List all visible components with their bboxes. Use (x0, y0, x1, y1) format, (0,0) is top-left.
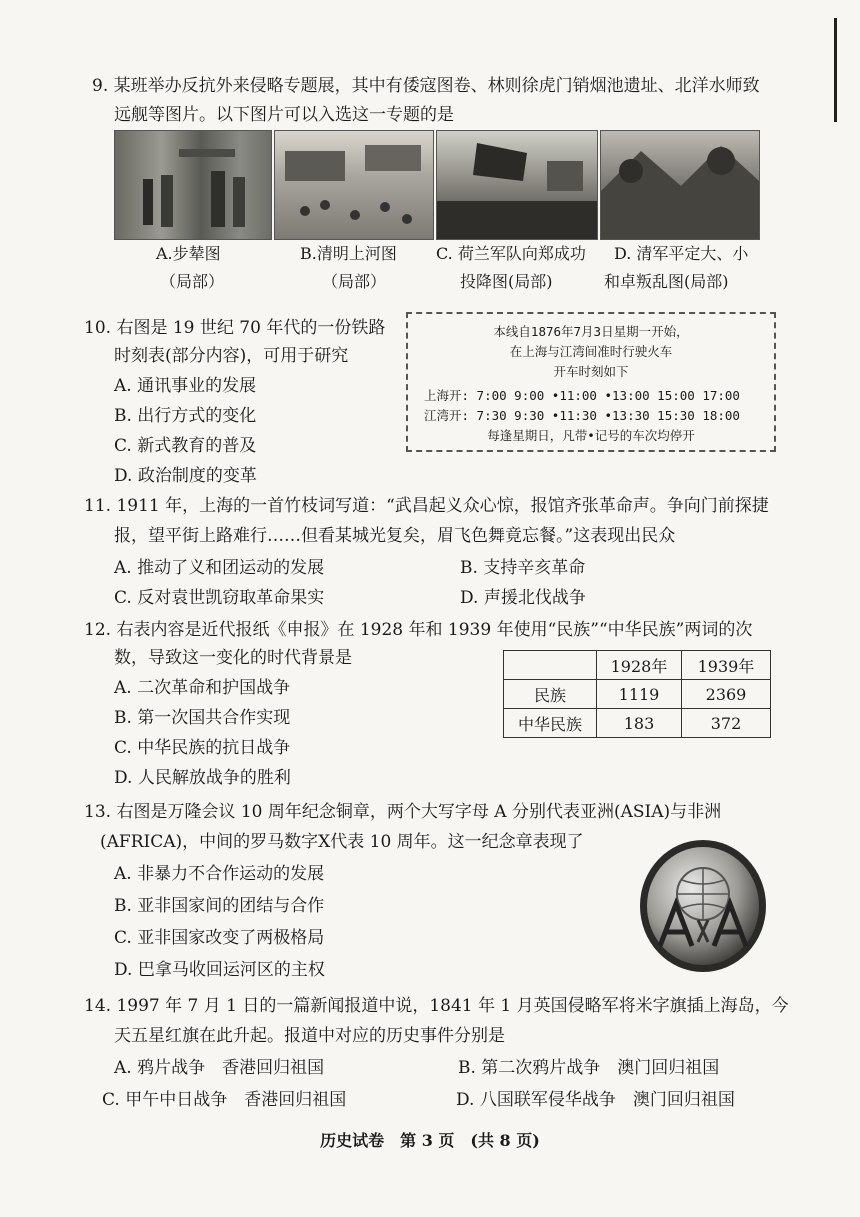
q13-option-d: D. 巴拿马收回运河区的主权 (114, 960, 325, 980)
q14-option-b: B. 第二次鸦片战争 澳门回归祖国 (458, 1058, 720, 1078)
image-a-bunian-tu (114, 130, 272, 240)
q11-stem-line2: 报，望平街上路难行……但看某城光复矣，眉飞色舞竟忘餐。”这表现出民众 (114, 526, 676, 546)
q10-stem-line2: 时刻表(部分内容)，可用于研究 (114, 346, 349, 366)
timetable-heading-2: 在上海与江湾间准时行驶火车 (509, 344, 673, 359)
q12-stem-line2: 数，导致这一变化的时代背景是 (114, 648, 352, 668)
q11-option-c: C. 反对袁世凯窃取革命果实 (114, 588, 325, 608)
q13-option-a: A. 非暴力不合作运动的发展 (114, 864, 325, 884)
figures-illustration (115, 131, 271, 239)
bandung-medal-image (638, 838, 768, 974)
q14-option-a: A. 鸦片战争 香港回归祖国 (114, 1058, 325, 1078)
q13-option-b: B. 亚非国家间的团结与合作 (114, 896, 325, 916)
table-header-cell: 1939年 (682, 651, 771, 680)
q14-stem-line2: 天五星红旗在此升起。报道中对应的历史事件分别是 (114, 1026, 505, 1046)
q12-option-c: C. 中华民族的抗日战争 (114, 738, 291, 758)
q12-option-d: D. 人民解放战争的胜利 (114, 768, 291, 788)
street-scene-illustration (275, 131, 433, 239)
q12-stem-line1: 12. 右表内容是近代报纸《申报》在 1928 年和 1939 年使用“民族”“中华民族”两词的次 (84, 620, 753, 640)
medal-illustration (638, 838, 768, 974)
q9-option-d-line1: D. 清军平定大、小 (614, 244, 749, 263)
timetable-jiangwan-row: 江湾开: 7:30 9:30 •11:30 •13:30 15:30 18:00 (424, 408, 740, 423)
q9-option-a-line2: （局部） (160, 272, 225, 291)
q11-option-a: A. 推动了义和团运动的发展 (114, 558, 325, 578)
q9-option-d-line2: 和卓叛乱图(局部) (604, 272, 729, 291)
timetable-shanghai-row: 上海开: 7:00 9:00 •11:00 •13:00 15:00 17:00 (424, 388, 740, 403)
landscape-illustration (601, 131, 759, 239)
q14-option-d: D. 八国联军侵华战争 澳门回归祖国 (456, 1090, 735, 1110)
table-cell: 1119 (597, 680, 682, 709)
table-row (504, 680, 771, 709)
image-c-dutch-surrender (436, 130, 598, 240)
q9-stem-line2: 远舰等图片。以下图片可以入选这一专题的是 (114, 105, 454, 125)
q12-option-b: B. 第一次国共合作实现 (114, 708, 291, 728)
table-row (504, 709, 771, 738)
timetable-note: 每逢星期日，凡带•记号的车次均停开 (487, 428, 695, 443)
q9-option-a-line1: A.步辇图 (156, 244, 221, 263)
q10-option-a: A. 通讯事业的发展 (114, 376, 257, 396)
page-footer: 历史试卷 第 3 页 (共 8 页) (320, 1131, 540, 1150)
q13-stem-line2: (AFRICA)，中间的罗马数字Ⅹ代表 10 周年。这一纪念章表现了 (100, 832, 584, 852)
image-d-qing-army (600, 130, 760, 240)
q9-option-c-line2: 投降图(局部) (460, 272, 553, 291)
battle-scene-illustration (437, 131, 597, 239)
shenbao-word-count-table (503, 650, 771, 738)
margin-bar (834, 18, 837, 122)
q13-stem-line1: 13. 右图是万隆会议 10 周年纪念铜章，两个大写字母 A 分别代表亚洲(ASIA)与非洲 (84, 802, 722, 822)
table-header-cell: 1928年 (597, 651, 682, 680)
q14-option-c: C. 甲午中日战争 香港回归祖国 (102, 1090, 347, 1110)
table-header-cell (504, 651, 597, 680)
table-cell: 中华民族 (504, 709, 597, 738)
q13-option-c: C. 亚非国家改变了两极格局 (114, 928, 325, 948)
q9-stem-line1: 9. 某班举办反抗外来侵略专题展，其中有倭寇图卷、林则徐虎门销烟池遗址、北洋水师致 (92, 76, 760, 96)
timetable-heading-3: 开车时刻如下 (553, 364, 629, 379)
q10-option-b: B. 出行方式的变化 (114, 406, 257, 426)
table-cell: 372 (682, 709, 771, 738)
table-cell: 2369 (682, 680, 771, 709)
table-cell: 民族 (504, 680, 597, 709)
q9-option-c-line1: C. 荷兰军队向郑成功 (436, 244, 586, 263)
q10-option-d: D. 政治制度的变革 (114, 466, 257, 486)
q9-option-b-line1: B.清明上河图 (300, 244, 397, 263)
q9-option-b-line2: （局部） (322, 272, 387, 291)
railway-timetable (406, 312, 776, 452)
q10-option-c: C. 新式教育的普及 (114, 436, 257, 456)
q11-option-b: B. 支持辛亥革命 (460, 558, 586, 578)
image-b-qingming-shanghe-tu (274, 130, 434, 240)
table-cell: 183 (597, 709, 682, 738)
q10-stem-line1: 10. 右图是 19 世纪 70 年代的一份铁路 (84, 318, 386, 338)
q14-stem-line1: 14. 1997 年 7 月 1 日的一篇新闻报道中说，1841 年 1 月英国侵略军将米字旗插上海岛，今 (84, 996, 789, 1016)
q11-option-d: D. 声援北伐战争 (460, 588, 586, 608)
table-header-row (504, 651, 771, 680)
q11-stem-line1: 11. 1911 年，上海的一首竹枝词写道：“武昌起义众心惊，报馆齐张革命声。争向门前探捷 (84, 496, 769, 516)
q12-option-a: A. 二次革命和护国战争 (114, 678, 291, 698)
timetable-heading-1: 本线自1876年7月3日星期一开始， (493, 324, 689, 339)
